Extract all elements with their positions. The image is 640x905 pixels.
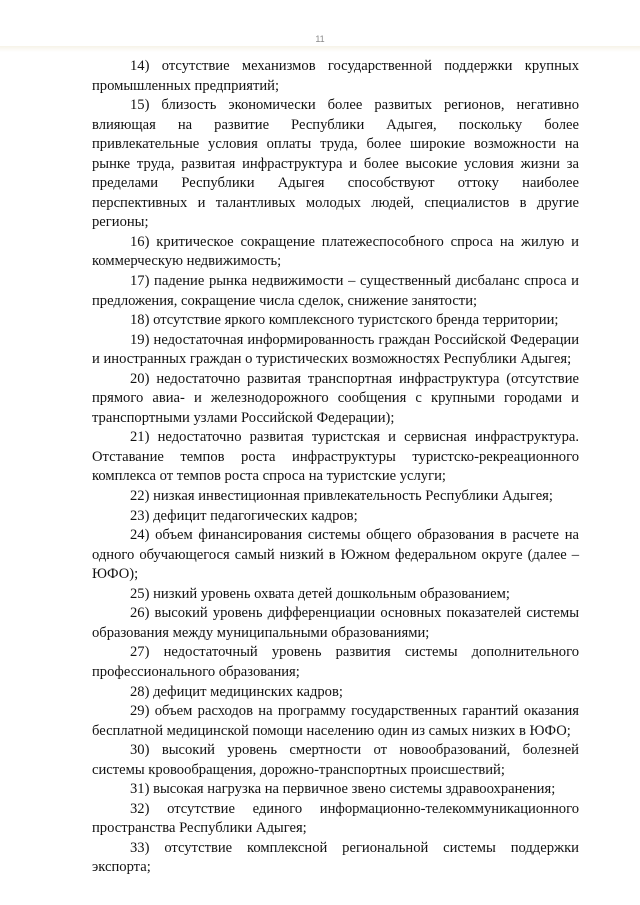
- list-item-18: 18) отсутствие яркого комплексного туристского бренда территории;: [130, 312, 559, 329]
- list-item-22: 22) низкая инвестиционная привлекательность Республики Адыгея;: [130, 488, 553, 505]
- list-item-26: 26) высокий уровень дифференциации основных показателей системы образования между муниципальными образованиями;: [92, 605, 579, 641]
- list-item-23: 23) дефицит педагогических кадров;: [130, 507, 358, 524]
- list-item-16: 16) критическое сокращение платежеспособного спроса на жилую и коммерческую недвижимость;: [92, 233, 579, 270]
- list-item-14: 14) отсутствие механизмов государственной поддержки крупных промышленных предприятий;: [92, 58, 579, 94]
- list-item-27: 27) недостаточный уровень развития системы дополнительного профессионального образования;: [92, 644, 579, 680]
- list-item-19: 19) недостаточная информированность граждан Российской Федерации и иностранных граждан о туристических возможностях Республики Адыгея;: [92, 331, 579, 368]
- list-item-29: 29) объем расходов на программу государственных гарантий оказания бесплатной медицинской помощи населению один из самых низких в ЮФО;: [92, 703, 579, 739]
- list-item-21: 21) недостаточно развитая туристская и сервисная инфраструктура. Отставание темпов роста инфраструктуры туристско-рекреационного комплекса от темпов роста спроса на туристские услуги;: [92, 429, 579, 485]
- list-item-17: 17) падение рынка недвижимости – существенный дисбаланс спроса и предложения, сокращение числа сделок, снижение занятости;: [92, 273, 579, 309]
- list-item-25: 25) низкий уровень охвата детей дошкольным образованием;: [130, 585, 510, 602]
- list-item-30: 30) высокий уровень смертности от новообразований, болезней системы кровообращения, дорожно-транспортных происшествий;: [92, 742, 579, 778]
- page-number: 11: [315, 34, 325, 44]
- document-body: [92, 57, 579, 878]
- list-item-33: 33) отсутствие комплексной региональной системы поддержки экспорта;: [92, 839, 579, 876]
- list-item-31: 31) высокая нагрузка на первичное звено системы здравоохранения;: [130, 781, 556, 798]
- list-item-20: 20) недостаточно развитая транспортная инфраструктура (отсутствие прямого авиа- и железнодорожного сообщения с крупными городами и транспортными узлами Российской Федерации);: [92, 370, 579, 426]
- list-item-32: 32) отсутствие единого информационно-телекоммуникационного пространства Республики Адыгея;: [92, 800, 579, 837]
- list-item-28: 28) дефицит медицинских кадров;: [130, 683, 343, 700]
- list-item-15: 15) близость экономически более развитых регионов, негативно влияющая на развитие Республики Адыгея, поскольку более привлекательные условия оплаты труда, более широкие возможности на рынке труда, развитая инфраструктура и более высокие условия жизни за пределами Республики Адыгея способствуют оттоку наиболее перспективных и талантливых молодых людей, специалистов в другие регионы;: [92, 97, 579, 231]
- page-top-edge: [0, 46, 640, 52]
- list-item-24: 24) объем финансирования системы общего образования в расчете на одного обучающегося самый низкий в Южном федеральном округе (далее – ЮФО);: [92, 527, 579, 583]
